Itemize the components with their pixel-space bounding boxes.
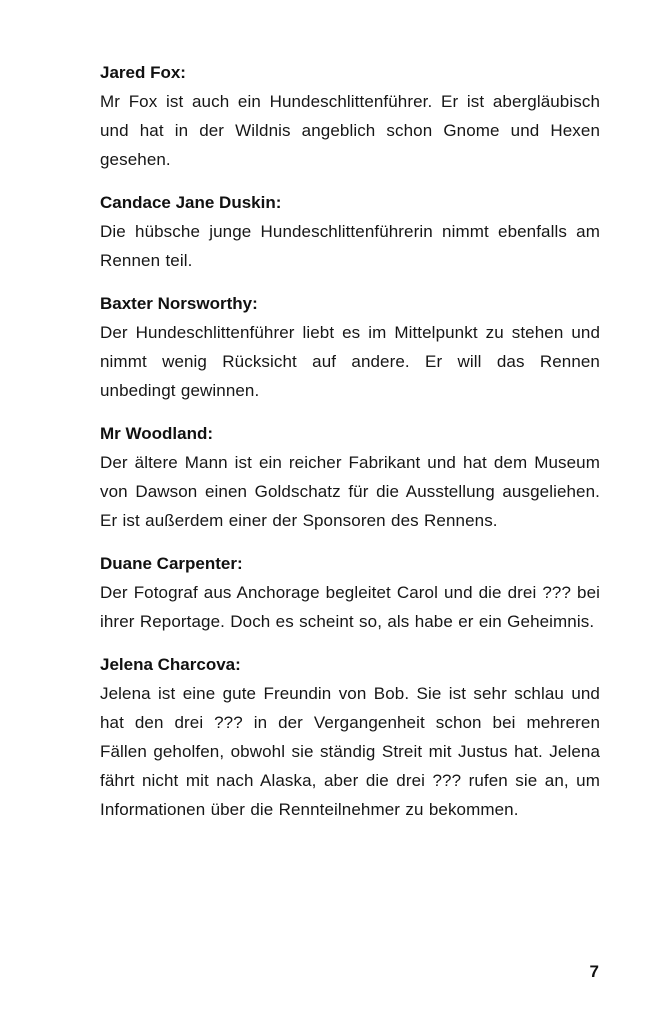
character-name: Duane Carpenter: [100, 554, 243, 573]
character-description: Jelena ist eine gute Freundin von Bob. Sie ist sehr schlau und hat den drei ??? in der Vergangenheit schon bei mehreren Fällen geholfen, obwohl sie ständig Streit mit Justus hat. Jelena fährt nicht mit nach Alaska, aber die drei ??? rufen sie an, um Informationen über die Rennteilnehmer zu bekommen. [100, 684, 600, 819]
character-name: Jelena Charcova: [100, 655, 241, 674]
character-entry [100, 549, 600, 636]
character-entry [100, 188, 600, 275]
page-number: 7 [589, 962, 599, 981]
character-name: Mr Woodland: [100, 424, 213, 443]
character-name: Baxter Norsworthy: [100, 294, 258, 313]
character-name: Candace Jane Duskin: [100, 193, 282, 212]
character-description: Mr Fox ist auch ein Hundeschlittenführer. Er ist abergläubisch und hat in der Wildnis angeblich schon Gnome und Hexen gesehen. [100, 92, 600, 169]
character-description: Der ältere Mann ist ein reicher Fabrikant und hat dem Museum von Dawson einen Goldschatz für die Ausstellung ausgeliehen. Er ist außerdem einer der Sponsoren des Rennens. [100, 453, 600, 530]
character-name: Jared Fox: [100, 63, 186, 82]
character-entry [100, 650, 600, 824]
character-entry [100, 58, 600, 174]
character-entry [100, 289, 600, 405]
character-list [100, 58, 600, 838]
character-entry [100, 419, 600, 535]
character-description: Der Fotograf aus Anchorage begleitet Carol und die drei ??? bei ihrer Reportage. Doch es scheint so, als habe er ein Geheimnis. [100, 583, 600, 631]
character-description: Der Hundeschlittenführer liebt es im Mittelpunkt zu stehen und nimmt wenig Rücksicht auf andere. Er will das Rennen unbedingt gewinnen. [100, 323, 600, 400]
character-description: Die hübsche junge Hundeschlittenführerin nimmt ebenfalls am Rennen teil. [100, 222, 600, 270]
